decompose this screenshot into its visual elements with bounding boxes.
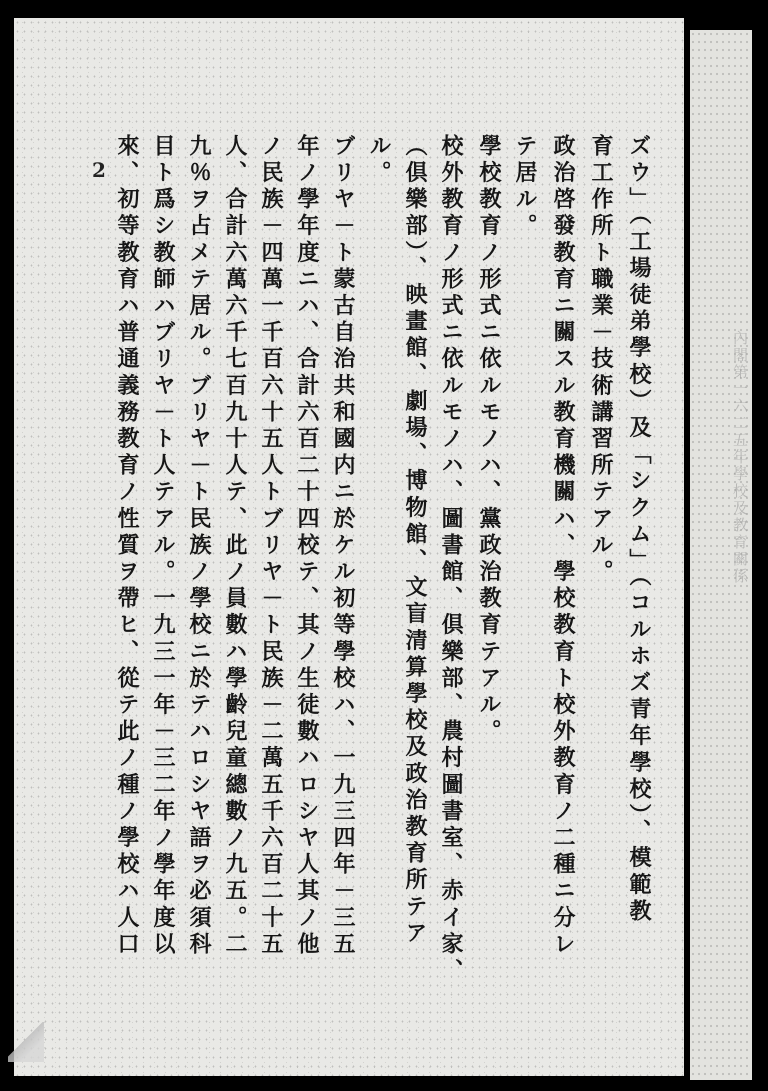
text-column-4: テ居ル。	[512, 134, 538, 241]
bleed-through-text: 內閣第一六二五年學校及教育關係	[731, 330, 749, 585]
scan-border	[752, 0, 768, 1091]
page-number: 2	[92, 158, 106, 182]
text-column-9: ブリヤ－ト蒙古自治共和國内ニ於ケル初等學校ハ、一九三四年－三五	[330, 134, 356, 959]
text-column-2: 育工作所ト職業－技術講習所テアル。	[588, 134, 614, 587]
text-column-8: ル。	[366, 134, 392, 188]
text-column-10: 年ノ學年度ニハ、合計六百二十四校テ、其ノ生徒數ハロシヤ人其ノ他	[294, 134, 320, 959]
text-column-13: 九％ヲ占メテ居ル。ブリヤ－ト民族ノ學校ニ於テハロシヤ語ヲ必須科	[186, 134, 212, 959]
text-column-6: 校外教育ノ形式ニ依ルモノハ、圖書館、倶樂部、農村圖書室、赤イ家、	[438, 134, 464, 986]
text-column-12: 人、合計六萬六千七百九十人テ、此ノ員數ハ學齡兒童總數ノ九五。二	[222, 134, 248, 959]
text-column-1: ズウ」（工場徒弟學校）及「シクム」（コルホズ青年學校）、模範教	[626, 134, 652, 926]
text-column-7: （倶樂部）、映畫館、劇場、博物館、文盲清算學校及政治教育所テア	[402, 134, 428, 948]
text-column-5: 學校教育ノ形式ニ依ルモノハ、黨政治教育テアル。	[476, 134, 502, 746]
text-column-11: ノ民族－四萬一千百六十五人トブリヤ－ト民族－二萬五千六百二十五	[258, 134, 284, 959]
text-column-14: 目ト爲シ教師ハブリヤ－ト人テアル。一九三一年－三二年ノ學年度以	[150, 134, 176, 959]
page-corner-fold	[8, 1022, 44, 1062]
text-column-3: 政治啓發教育ニ關スル教育機關ハ、學校教育ト校外教育ノ二種ニ分レ	[550, 134, 576, 959]
text-column-15: 來、初等教育ハ普通義務教育ノ性質ヲ帶ヒ、從テ此ノ種ノ學校ハ人口	[114, 134, 140, 959]
